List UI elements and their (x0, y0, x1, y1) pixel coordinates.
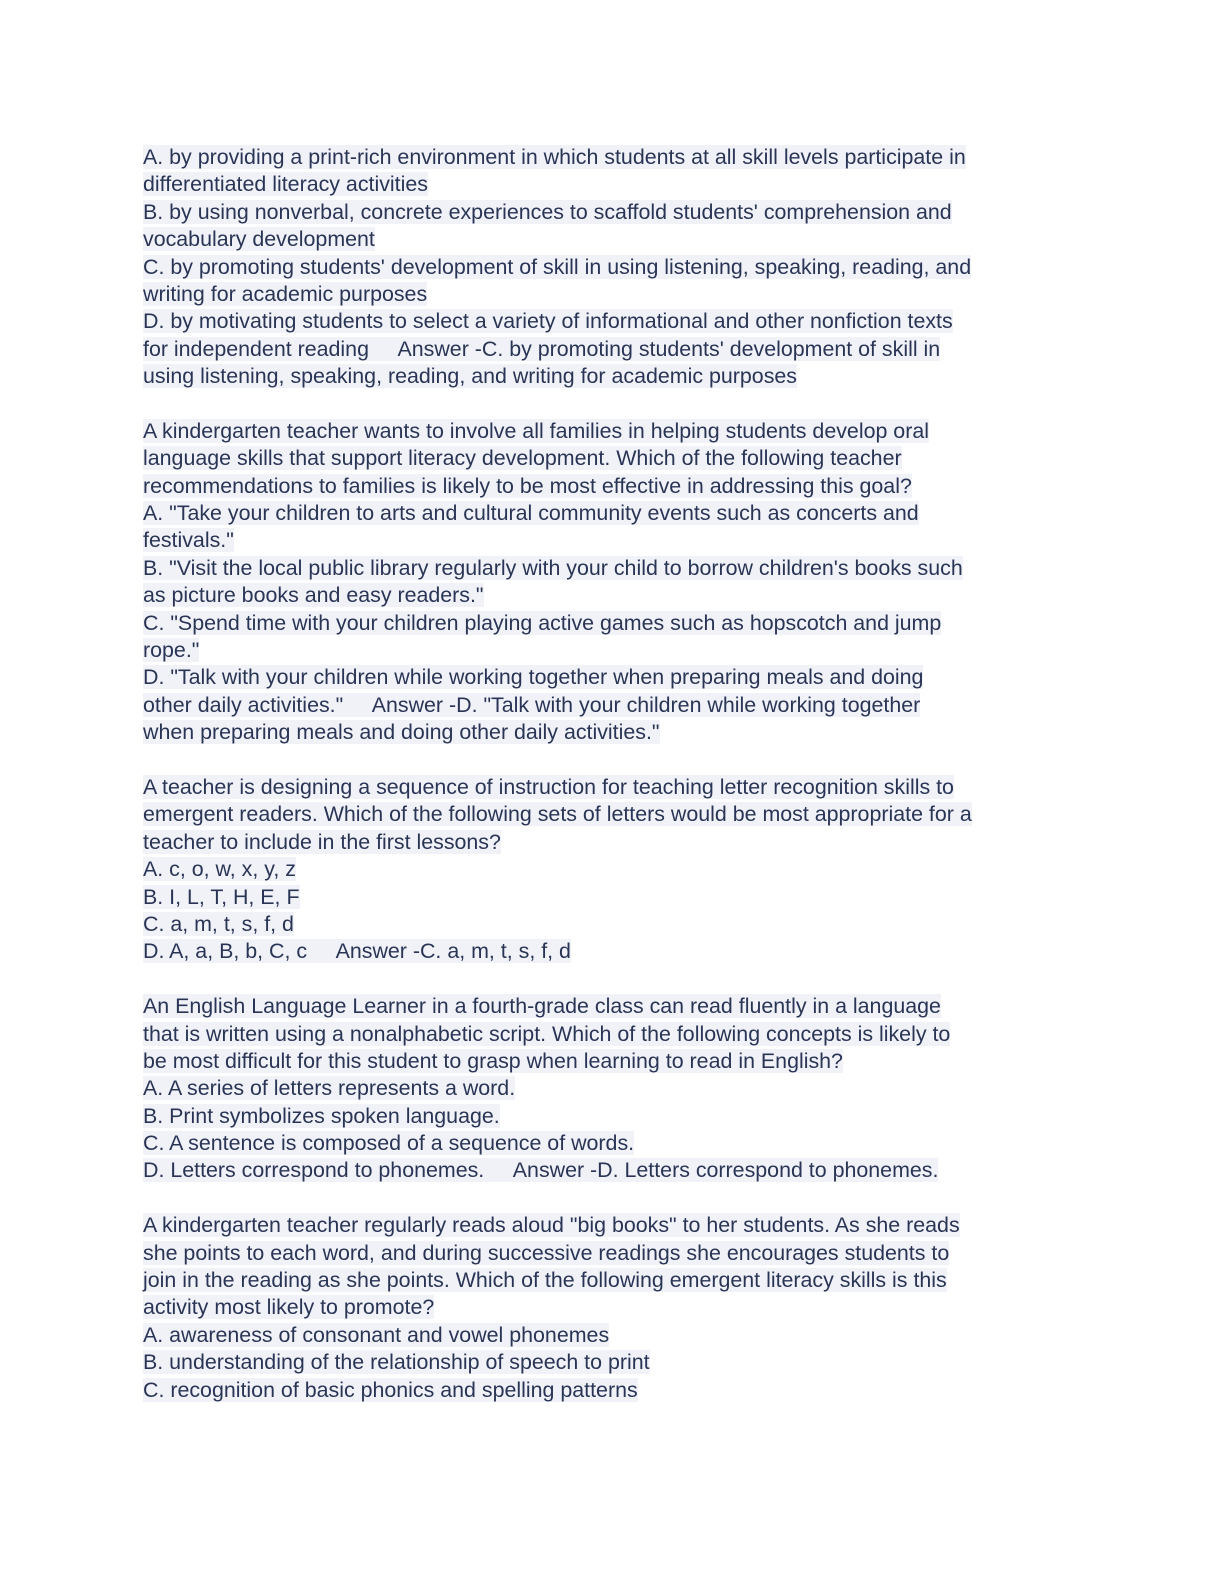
text-line: B. by using nonverbal, concrete experiences to scaffold students' comprehension and (143, 199, 952, 224)
paragraph-gap (143, 966, 1073, 993)
question-block (143, 1212, 1073, 1404)
text-line: join in the reading as she points. Which of the following emergent literacy skills is this (143, 1268, 947, 1293)
text-line: be most difficult for this student to grasp when learning to read in English? (143, 1048, 843, 1073)
text-line: C. recognition of basic phonics and spelling patterns (143, 1377, 638, 1402)
text-line: as picture books and easy readers." (143, 583, 484, 608)
question-block (143, 144, 1073, 391)
text-line: D. "Talk with your children while working together when preparing meals and doing (143, 665, 924, 690)
text-line: B. understanding of the relationship of speech to print (143, 1350, 650, 1375)
text-line: A. by providing a print-rich environment in which students at all skill levels participate in (143, 145, 966, 169)
document-page (143, 144, 1073, 1404)
question-block (143, 993, 1073, 1185)
text-line: A teacher is designing a sequence of instruction for teaching letter recognition skills to (143, 774, 954, 799)
text-line: vocabulary development (143, 227, 375, 252)
text-line: activity most likely to promote? (143, 1295, 435, 1320)
text-line: C. a, m, t, s, f, d (143, 911, 294, 936)
text-line: emergent readers. Which of the following sets of letters would be most appropriate for a (143, 802, 972, 827)
text-line: B. I, L, T, H, E, F (143, 884, 300, 909)
question-block (143, 774, 1073, 966)
text-line: C. by promoting students' development of skill in using listening, speaking, reading, and (143, 254, 972, 279)
text-line: A. awareness of consonant and vowel phonemes (143, 1322, 610, 1347)
text-line: B. Print symbolizes spoken language. (143, 1103, 500, 1128)
text-line: differentiated literacy activities (143, 172, 428, 197)
text-line: A kindergarten teacher regularly reads aloud "big books" to her students. As she reads (143, 1213, 960, 1238)
text-line: when preparing meals and doing other daily activities." (143, 720, 660, 745)
text-line: she points to each word, and during successive readings she encourages students to (143, 1240, 950, 1265)
paragraph-gap (143, 391, 1073, 418)
text-line: language skills that support literacy development. Which of the following teacher (143, 446, 902, 471)
text-line: festivals." (143, 528, 234, 553)
text-line: other daily activities." Answer -D. "Talk with your children while working together (143, 692, 921, 717)
text-line: rope." (143, 638, 200, 663)
text-line: A. c, o, w, x, y, z (143, 857, 296, 882)
text-line: A kindergarten teacher wants to involve all families in helping students develop oral (143, 418, 929, 443)
text-line: D. A, a, B, b, C, c Answer -C. a, m, t, s, f, d (143, 939, 571, 964)
text-line: teacher to include in the first lessons? (143, 829, 501, 854)
text-line: B. "Visit the local public library regularly with your child to borrow children's books such (143, 555, 963, 580)
question-block (143, 418, 1073, 747)
text-line: C. "Spend time with your children playing active games such as hopscotch and jump (143, 610, 942, 635)
text-line: that is written using a nonalphabetic script. Which of the following concepts is likely to (143, 1021, 951, 1046)
text-line: recommendations to families is likely to be most effective in addressing this goal? (143, 473, 912, 498)
text-line: An English Language Learner in a fourth-grade class can read fluently in a language (143, 994, 941, 1019)
text-line: A. A series of letters represents a word. (143, 1076, 516, 1101)
text-line: for independent reading Answer -C. by promoting students' development of skill in (143, 336, 941, 361)
paragraph-gap (143, 747, 1073, 774)
text-line: D. Letters correspond to phonemes. Answer -D. Letters correspond to phonemes. (143, 1158, 939, 1183)
text-line: C. A sentence is composed of a sequence of words. (143, 1131, 635, 1156)
paragraph-gap (143, 1185, 1073, 1212)
text-line: writing for academic purposes (143, 281, 428, 306)
text-line: A. "Take your children to arts and cultural community events such as concerts and (143, 501, 919, 526)
text-line: D. by motivating students to select a variety of informational and other nonfiction texts (143, 309, 953, 334)
text-line: using listening, speaking, reading, and writing for academic purposes (143, 364, 797, 389)
